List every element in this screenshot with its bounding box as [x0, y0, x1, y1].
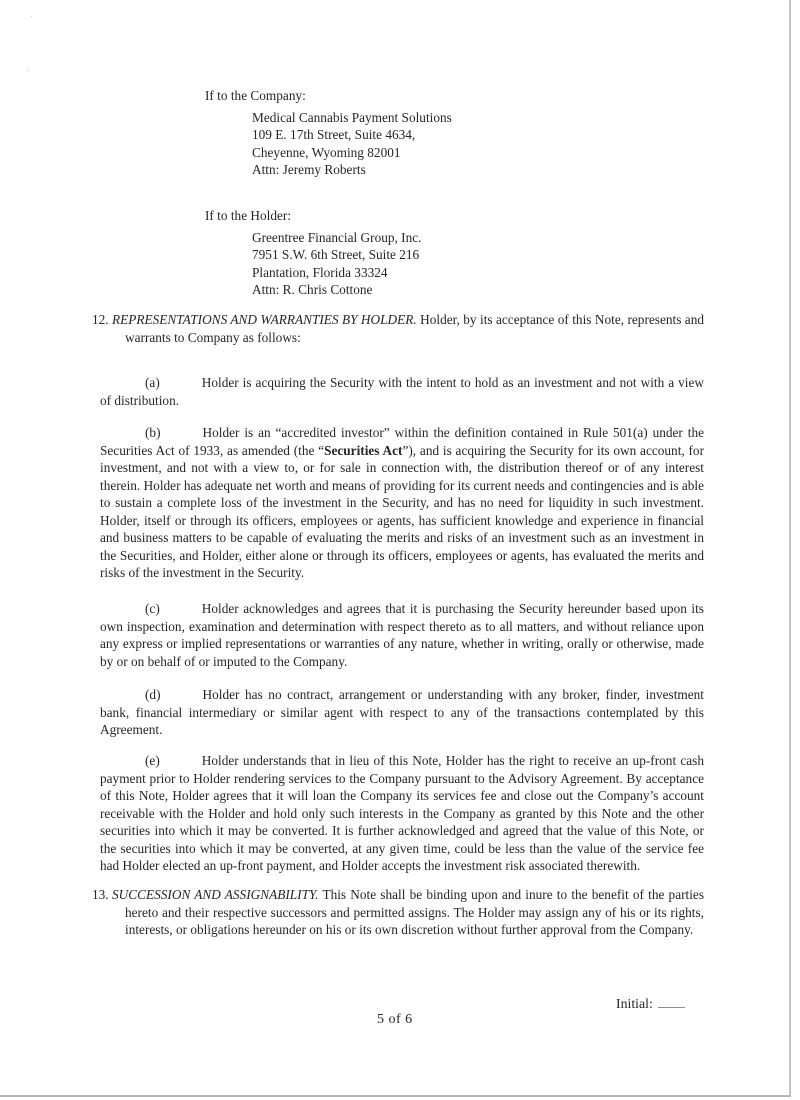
clause-a-marker: (a): [145, 375, 160, 391]
holder-city-line: Plantation, Florida 33324: [252, 264, 388, 280]
clause-e-text: Holder understands that in lieu of this Note, Holder has the right to receive an up-front cash payment prior to Holder rendering services to the Company pursuant to the Advisory Agreement. By acceptance of this Note, Holder agrees that it will loan the Company its services fee and close out the Company’s account receivable with the Holder and hold only such interests in the Company as granted by this Note and the other securities into which it may be converted. It is further acknowledged and agreed that the value of this Note, or the securities into which it may be converted, at any given time, could be less than the value of the service fee had Holder elected an up-front payment, and Holder accepts the investment risk associated therewith.: [100, 753, 704, 874]
defined-term-securities-act: Securities Act: [324, 442, 403, 458]
page-number: 5 of 6: [377, 1012, 413, 1027]
initial-label: Initial:: [616, 996, 653, 1011]
section-13: [92, 886, 704, 939]
section-12-heading: REPRESENTATIONS AND WARRANTIES BY HOLDER.: [112, 312, 417, 327]
clause-b-marker: (b): [145, 425, 161, 441]
section-13-text: This Note shall be binding upon and inure to the benefit of the parties hereto and their respective successors and permitted assigns. The Holder may assign any of his or its rights, interests, or obligations hereunder on his or its own discretion without further approval from the Company.: [125, 887, 704, 937]
company-address: [252, 109, 625, 179]
clause-e-marker: (e): [145, 753, 160, 769]
company-street-line: 109 E. 17th Street, Suite 4634,: [252, 127, 416, 142]
section-13-number: 13.: [92, 887, 109, 902]
holder-address: [252, 229, 625, 299]
clause-b-text-pre: Holder is an “accredited investor” within the definition contained in Rule 501(a) under the Securities Act of 1933, as amended (the “: [100, 425, 704, 458]
initial-blank-line: [658, 994, 685, 1008]
holder-street-line: 7951 S.W. 6th Street, Suite 216: [252, 247, 420, 262]
company-attn-line: Attn: Jeremy Roberts: [252, 162, 366, 177]
section-12-number: 12.: [92, 312, 109, 327]
company-notice-label: If to the Company:: [205, 88, 306, 103]
holder-notice-block: [205, 207, 625, 299]
clause-b-text-post: ”), and is acquiring the Security for its own account, for investment, and not with a view to, or for sale in connection with, the distribution thereof or of any interest therein. Holder has adequate net worth and means of providing for its current needs and contingencies and is able to sustain a complete loss of the investment in the Security, and has no need for liquidity in such investment. Holder, itself or through its officers, employees or agents, has sufficient knowledge and experience in financial and business matters to be capable of evaluating the merits and risks of an investment such as an investment in the Securities, and Holder, either alone or through its officers, employees or agents, has evaluated the merits and risks of the investment in the Security.: [100, 442, 705, 581]
clause-d-marker: (d): [145, 687, 161, 703]
clause-c-marker: (c): [145, 601, 160, 617]
clause-c: [100, 600, 704, 670]
company-name-line: Medical Cannabis Payment Solutions: [252, 109, 452, 125]
clause-d-text: Holder has no contract, arrangement or understanding with any broker, finder, investment bank, financial intermediary or similar agent with respect to any of the transactions contemplated by this Agreement.: [100, 687, 704, 738]
clause-a: [100, 374, 704, 409]
section-13-heading: SUCCESSION AND ASSIGNABILITY.: [112, 887, 319, 902]
clause-d: [100, 686, 704, 739]
holder-attn-line: Attn: R. Chris Cottone: [252, 282, 373, 297]
company-notice-block: [205, 87, 625, 179]
initial-line: [616, 994, 685, 1013]
scan-speck: `: [27, 14, 34, 27]
section-12-text: Holder, by its acceptance of this Note, represents and warrants to Company as follows:: [125, 312, 705, 345]
holder-name-line: Greentree Financial Group, Inc.: [252, 229, 422, 245]
section-12: [92, 311, 704, 346]
clause-e: [100, 752, 704, 875]
clause-a-text: Holder is acquiring the Security with the intent to hold as an investment and not with a view of distribution.: [100, 375, 704, 408]
holder-notice-label: If to the Holder:: [205, 208, 292, 223]
clause-c-text: Holder acknowledges and agrees that it is purchasing the Security hereunder based upon its own inspection, examination and determination with respect thereto as to all matters, and without reliance upon any express or implied representations or warranties of any nature, whether in writing, orally or otherwise, made by or on behalf of or imputed to the Company.: [100, 601, 704, 669]
scan-speck: ‚: [22, 62, 31, 75]
clause-b: [100, 424, 704, 582]
company-city-line: Cheyenne, Wyoming 82001: [252, 144, 401, 160]
